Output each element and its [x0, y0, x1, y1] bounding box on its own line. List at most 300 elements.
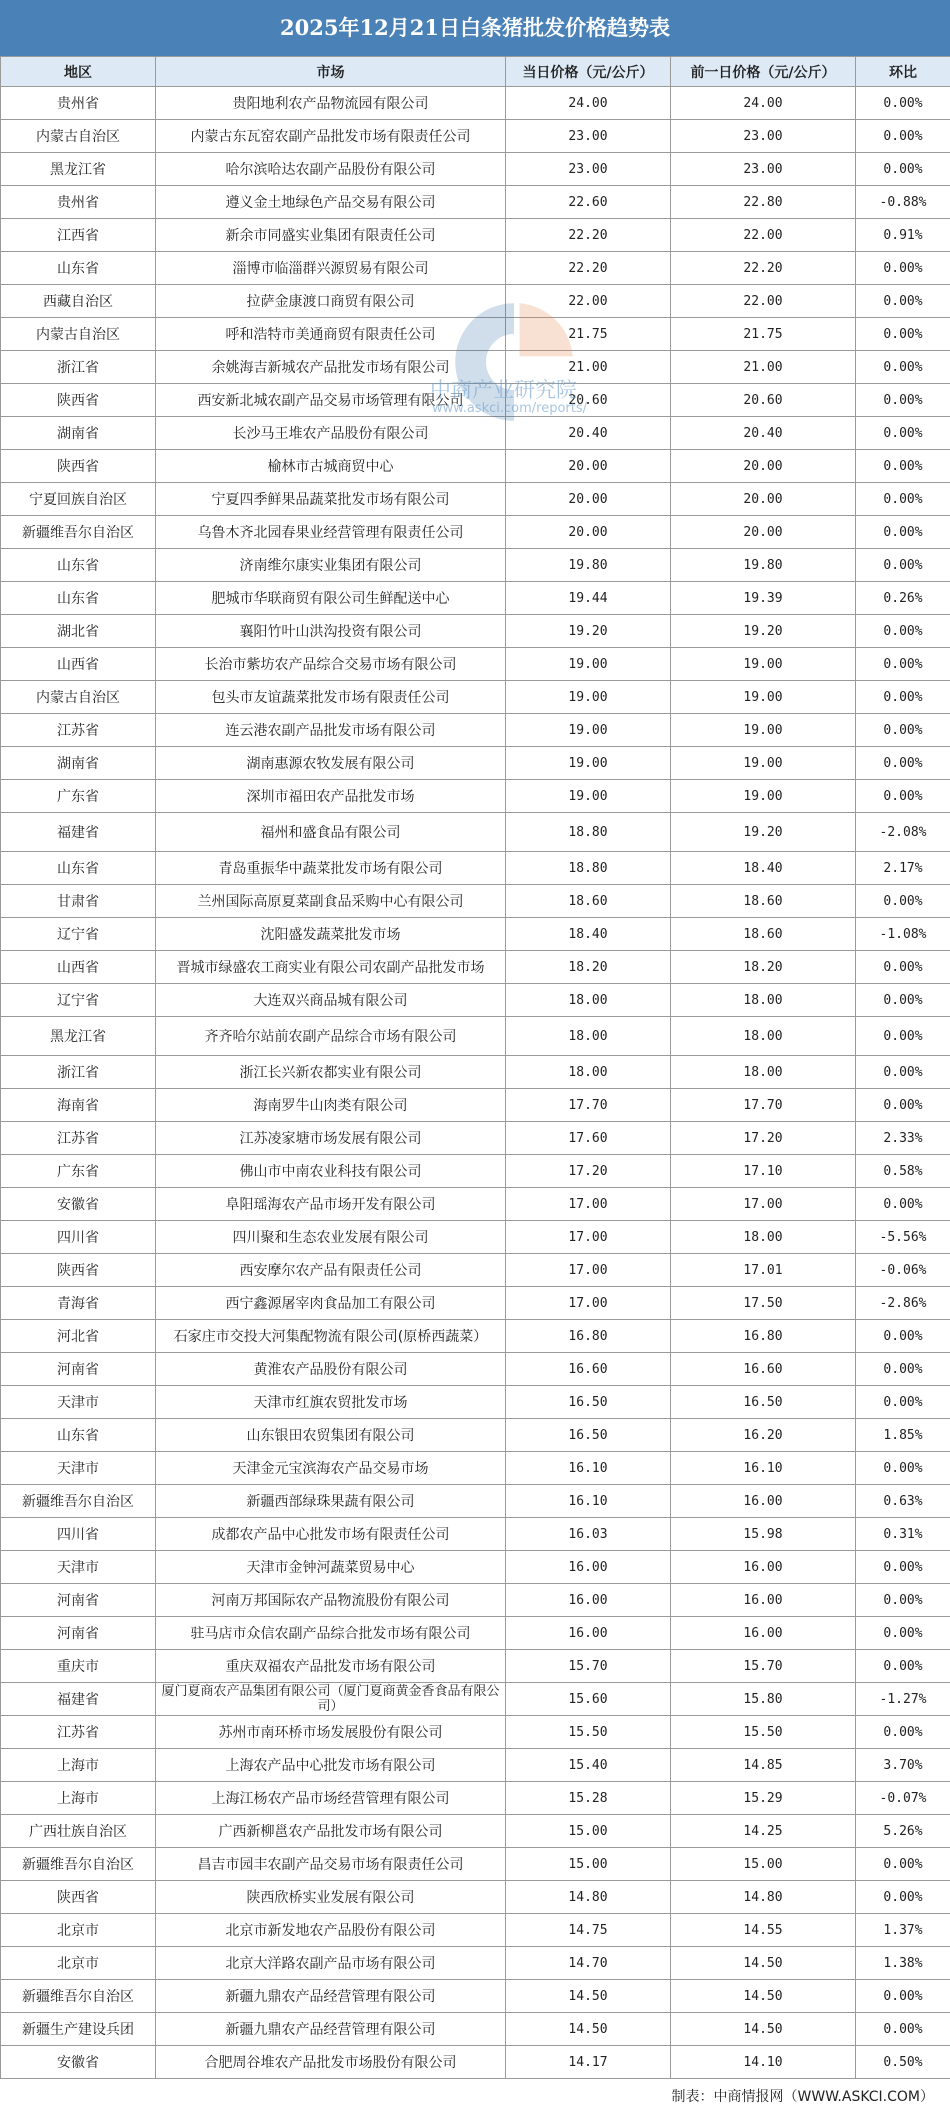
cell-previous-price: 18.00 — [671, 1017, 856, 1056]
cell-market: 乌鲁木齐北园春果业经营管理有限责任公司 — [156, 516, 506, 549]
cell-previous-price: 22.00 — [671, 285, 856, 318]
cell-previous-price: 18.00 — [671, 1056, 856, 1089]
cell-previous-price: 15.98 — [671, 1518, 856, 1551]
cell-market: 苏州市南环桥市场发展股份有限公司 — [156, 1716, 506, 1749]
cell-region: 黑龙江省 — [1, 1017, 156, 1056]
cell-previous-price: 20.00 — [671, 450, 856, 483]
cell-current-price: 16.10 — [506, 1452, 671, 1485]
column-header-change: 环比 — [856, 57, 950, 87]
table-row — [1, 1485, 950, 1518]
table-row — [1, 984, 950, 1017]
table-row — [1, 450, 950, 483]
cell-change: 0.00% — [856, 516, 950, 549]
table-row — [1, 747, 950, 780]
cell-market: 连云港农副产品批发市场有限公司 — [156, 714, 506, 747]
cell-change: 0.00% — [856, 2013, 950, 2046]
cell-region: 河南省 — [1, 1584, 156, 1617]
cell-change: 0.31% — [856, 1518, 950, 1551]
cell-market: 齐齐哈尔站前农副产品综合市场有限公司 — [156, 1017, 506, 1056]
cell-change: 0.00% — [856, 681, 950, 714]
cell-previous-price: 18.00 — [671, 1221, 856, 1254]
cell-change: -2.08% — [856, 813, 950, 852]
cell-market: 深圳市福田农产品批发市场 — [156, 780, 506, 813]
cell-previous-price: 14.50 — [671, 1980, 856, 2013]
cell-market: 新余市同盛实业集团有限责任公司 — [156, 219, 506, 252]
table-row — [1, 549, 950, 582]
cell-region: 上海市 — [1, 1782, 156, 1815]
table-row — [1, 1452, 950, 1485]
cell-previous-price: 19.39 — [671, 582, 856, 615]
cell-change: 0.00% — [856, 384, 950, 417]
cell-change: 0.00% — [856, 1188, 950, 1221]
cell-market: 河南万邦国际农产品物流股份有限公司 — [156, 1584, 506, 1617]
cell-market: 新疆九鼎农产品经营管理有限公司 — [156, 1980, 506, 2013]
cell-current-price: 15.28 — [506, 1782, 671, 1815]
cell-market: 呼和浩特市美通商贸有限责任公司 — [156, 318, 506, 351]
cell-change: 0.00% — [856, 1353, 950, 1386]
cell-market: 湖南惠源农牧发展有限公司 — [156, 747, 506, 780]
cell-current-price: 19.00 — [506, 681, 671, 714]
cell-change: 0.00% — [856, 1617, 950, 1650]
cell-previous-price: 16.20 — [671, 1419, 856, 1452]
cell-change: -5.56% — [856, 1221, 950, 1254]
cell-change: 0.00% — [856, 1716, 950, 1749]
cell-region: 山东省 — [1, 582, 156, 615]
table-row — [1, 885, 950, 918]
cell-region: 陕西省 — [1, 1881, 156, 1914]
cell-current-price: 14.50 — [506, 1980, 671, 2013]
cell-current-price: 18.20 — [506, 951, 671, 984]
table-row — [1, 1617, 950, 1650]
cell-market: 黄淮农产品股份有限公司 — [156, 1353, 506, 1386]
cell-change: 0.00% — [856, 252, 950, 285]
price-table — [0, 56, 950, 2079]
cell-change: -0.88% — [856, 186, 950, 219]
cell-previous-price: 16.10 — [671, 1452, 856, 1485]
cell-current-price: 18.60 — [506, 885, 671, 918]
cell-current-price: 18.00 — [506, 1056, 671, 1089]
table-row — [1, 186, 950, 219]
table-row — [1, 1749, 950, 1782]
cell-change: 1.85% — [856, 1419, 950, 1452]
watermark-name: 中商产业研究院 — [430, 378, 577, 402]
table-row — [1, 153, 950, 186]
table-row — [1, 1881, 950, 1914]
cell-previous-price: 14.10 — [671, 2046, 856, 2079]
cell-market: 肥城市华联商贸有限公司生鲜配送中心 — [156, 582, 506, 615]
cell-region: 内蒙古自治区 — [1, 318, 156, 351]
cell-previous-price: 21.75 — [671, 318, 856, 351]
table-row — [1, 1815, 950, 1848]
cell-current-price: 19.00 — [506, 780, 671, 813]
cell-market: 宁夏四季鲜果品蔬菜批发市场有限公司 — [156, 483, 506, 516]
cell-change: 0.00% — [856, 87, 950, 120]
cell-previous-price: 18.20 — [671, 951, 856, 984]
cell-region: 湖南省 — [1, 747, 156, 780]
cell-region: 山东省 — [1, 252, 156, 285]
cell-previous-price: 21.00 — [671, 351, 856, 384]
cell-current-price: 16.50 — [506, 1419, 671, 1452]
cell-previous-price: 16.60 — [671, 1353, 856, 1386]
cell-region: 宁夏回族自治区 — [1, 483, 156, 516]
cell-current-price: 18.00 — [506, 984, 671, 1017]
cell-region: 陕西省 — [1, 1254, 156, 1287]
column-header-market: 市场 — [156, 57, 506, 87]
cell-region: 贵州省 — [1, 186, 156, 219]
cell-change: 0.00% — [856, 1320, 950, 1353]
cell-market: 淄博市临淄群兴源贸易有限公司 — [156, 252, 506, 285]
cell-current-price: 18.40 — [506, 918, 671, 951]
column-header-region: 地区 — [1, 57, 156, 87]
table-row — [1, 318, 950, 351]
cell-change: 0.00% — [856, 120, 950, 153]
cell-current-price: 20.00 — [506, 483, 671, 516]
cell-market: 四川聚和生态农业发展有限公司 — [156, 1221, 506, 1254]
cell-current-price: 16.00 — [506, 1617, 671, 1650]
cell-current-price: 14.17 — [506, 2046, 671, 2079]
cell-current-price: 17.00 — [506, 1221, 671, 1254]
cell-previous-price: 23.00 — [671, 120, 856, 153]
cell-change: 0.00% — [856, 1017, 950, 1056]
cell-market: 新疆九鼎农产品经营管理有限公司 — [156, 2013, 506, 2046]
table-row — [1, 120, 950, 153]
cell-previous-price: 19.80 — [671, 549, 856, 582]
cell-current-price: 22.00 — [506, 285, 671, 318]
table-row — [1, 852, 950, 885]
cell-region: 河南省 — [1, 1353, 156, 1386]
table-row — [1, 1386, 950, 1419]
table-row — [1, 1254, 950, 1287]
cell-region: 新疆维吾尔自治区 — [1, 1980, 156, 2013]
cell-current-price: 19.20 — [506, 615, 671, 648]
cell-market: 厦门夏商农产品集团有限公司（厦门夏商黄金香食品有限公司） — [156, 1683, 506, 1716]
table-row — [1, 1782, 950, 1815]
cell-current-price: 20.00 — [506, 516, 671, 549]
cell-change: 0.00% — [856, 615, 950, 648]
cell-previous-price: 17.00 — [671, 1188, 856, 1221]
cell-market: 新疆西部绿珠果蔬有限公司 — [156, 1485, 506, 1518]
table-row — [1, 1683, 950, 1716]
source-note: 制表：中商情报网（WWW.ASKCI.COM） — [671, 2089, 934, 2105]
table-row — [1, 1320, 950, 1353]
cell-current-price: 14.75 — [506, 1914, 671, 1947]
cell-market: 上海农产品中心批发市场有限公司 — [156, 1749, 506, 1782]
cell-current-price: 19.00 — [506, 714, 671, 747]
cell-region: 江苏省 — [1, 1122, 156, 1155]
cell-previous-price: 19.00 — [671, 648, 856, 681]
cell-market: 成都农产品中心批发市场有限责任公司 — [156, 1518, 506, 1551]
cell-change: -2.86% — [856, 1287, 950, 1320]
cell-region: 山东省 — [1, 1419, 156, 1452]
column-header-previous-price: 前一日价格（元/公斤） — [671, 57, 856, 87]
cell-region: 天津市 — [1, 1452, 156, 1485]
cell-current-price: 20.60 — [506, 384, 671, 417]
cell-previous-price: 16.00 — [671, 1584, 856, 1617]
cell-previous-price: 15.00 — [671, 1848, 856, 1881]
watermark-url: www.askci.com/reports/ — [432, 401, 587, 416]
cell-previous-price: 15.70 — [671, 1650, 856, 1683]
cell-change: 0.00% — [856, 1980, 950, 2013]
cell-change: 0.00% — [856, 1650, 950, 1683]
table-title: 2025年12月21日白条猪批发价格趋势表 — [0, 0, 950, 56]
cell-market: 榆林市古城商贸中心 — [156, 450, 506, 483]
cell-market: 沈阳盛发蔬菜批发市场 — [156, 918, 506, 951]
table-row — [1, 1017, 950, 1056]
cell-region: 安徽省 — [1, 1188, 156, 1221]
cell-region: 新疆维吾尔自治区 — [1, 1485, 156, 1518]
cell-region: 北京市 — [1, 1947, 156, 1980]
cell-region: 湖南省 — [1, 417, 156, 450]
table-row — [1, 780, 950, 813]
cell-current-price: 22.20 — [506, 219, 671, 252]
cell-previous-price: 20.60 — [671, 384, 856, 417]
cell-change: 0.00% — [856, 318, 950, 351]
cell-market: 哈尔滨哈达农副产品股份有限公司 — [156, 153, 506, 186]
column-header-current-price: 当日价格（元/公斤） — [506, 57, 671, 87]
cell-change: 0.00% — [856, 417, 950, 450]
cell-region: 天津市 — [1, 1386, 156, 1419]
cell-region: 江苏省 — [1, 1716, 156, 1749]
cell-change: 0.63% — [856, 1485, 950, 1518]
cell-previous-price: 14.25 — [671, 1815, 856, 1848]
cell-change: 0.00% — [856, 1881, 950, 1914]
cell-current-price: 16.00 — [506, 1551, 671, 1584]
cell-current-price: 20.40 — [506, 417, 671, 450]
cell-market: 晋城市绿盛农工商实业有限公司农副产品批发市场 — [156, 951, 506, 984]
cell-market: 浙江长兴新农都实业有限公司 — [156, 1056, 506, 1089]
table-row — [1, 582, 950, 615]
cell-current-price: 16.03 — [506, 1518, 671, 1551]
cell-current-price: 17.00 — [506, 1254, 671, 1287]
cell-current-price: 17.60 — [506, 1122, 671, 1155]
cell-previous-price: 20.00 — [671, 516, 856, 549]
table-row — [1, 951, 950, 984]
cell-region: 北京市 — [1, 1914, 156, 1947]
cell-region: 上海市 — [1, 1749, 156, 1782]
cell-previous-price: 24.00 — [671, 87, 856, 120]
cell-current-price: 17.00 — [506, 1287, 671, 1320]
cell-market: 山东银田农贸集团有限公司 — [156, 1419, 506, 1452]
cell-change: 0.26% — [856, 582, 950, 615]
cell-region: 广西壮族自治区 — [1, 1815, 156, 1848]
cell-previous-price: 14.50 — [671, 2013, 856, 2046]
cell-region: 山西省 — [1, 951, 156, 984]
cell-market: 海南罗牛山肉类有限公司 — [156, 1089, 506, 1122]
cell-change: 0.00% — [856, 1056, 950, 1089]
cell-current-price: 21.75 — [506, 318, 671, 351]
cell-market: 北京大洋路农副产品市场有限公司 — [156, 1947, 506, 1980]
cell-current-price: 20.00 — [506, 450, 671, 483]
table-row — [1, 918, 950, 951]
cell-change: 0.00% — [856, 549, 950, 582]
cell-previous-price: 19.00 — [671, 780, 856, 813]
cell-previous-price: 23.00 — [671, 153, 856, 186]
cell-change: -0.06% — [856, 1254, 950, 1287]
cell-region: 海南省 — [1, 1089, 156, 1122]
table-row — [1, 1155, 950, 1188]
table-row — [1, 648, 950, 681]
cell-market: 贵阳地利农产品物流园有限公司 — [156, 87, 506, 120]
cell-previous-price: 15.50 — [671, 1716, 856, 1749]
cell-change: 3.70% — [856, 1749, 950, 1782]
cell-region: 甘肃省 — [1, 885, 156, 918]
cell-current-price: 15.70 — [506, 1650, 671, 1683]
cell-current-price: 18.80 — [506, 813, 671, 852]
cell-region: 河北省 — [1, 1320, 156, 1353]
cell-current-price: 15.00 — [506, 1815, 671, 1848]
cell-market: 上海江杨农产品市场经营管理有限公司 — [156, 1782, 506, 1815]
cell-current-price: 15.60 — [506, 1683, 671, 1716]
cell-previous-price: 17.20 — [671, 1122, 856, 1155]
table-row — [1, 714, 950, 747]
cell-market: 襄阳竹叶山洪沟投资有限公司 — [156, 615, 506, 648]
cell-current-price: 17.20 — [506, 1155, 671, 1188]
cell-region: 湖北省 — [1, 615, 156, 648]
cell-previous-price: 17.10 — [671, 1155, 856, 1188]
cell-region: 黑龙江省 — [1, 153, 156, 186]
cell-region: 广东省 — [1, 780, 156, 813]
cell-change: 0.91% — [856, 219, 950, 252]
cell-region: 浙江省 — [1, 1056, 156, 1089]
cell-current-price: 19.00 — [506, 747, 671, 780]
cell-market: 石家庄市交投大河集配物流有限公司(原桥西蔬菜） — [156, 1320, 506, 1353]
cell-current-price: 18.00 — [506, 1017, 671, 1056]
table-row — [1, 615, 950, 648]
cell-change: 5.26% — [856, 1815, 950, 1848]
table-row — [1, 1287, 950, 1320]
cell-region: 辽宁省 — [1, 984, 156, 1017]
cell-region: 江西省 — [1, 219, 156, 252]
cell-market: 内蒙古东瓦窑农副产品批发市场有限责任公司 — [156, 120, 506, 153]
cell-previous-price: 19.00 — [671, 681, 856, 714]
table-row — [1, 1551, 950, 1584]
cell-region: 山东省 — [1, 549, 156, 582]
cell-region: 新疆维吾尔自治区 — [1, 1848, 156, 1881]
cell-region: 河南省 — [1, 1617, 156, 1650]
cell-region: 天津市 — [1, 1551, 156, 1584]
table-row — [1, 516, 950, 549]
cell-change: 0.00% — [856, 450, 950, 483]
cell-region: 江苏省 — [1, 714, 156, 747]
cell-change: 0.00% — [856, 1452, 950, 1485]
cell-previous-price: 22.20 — [671, 252, 856, 285]
cell-current-price: 16.80 — [506, 1320, 671, 1353]
cell-market: 昌吉市园丰农副产品交易市场有限责任公司 — [156, 1848, 506, 1881]
cell-change: 0.00% — [856, 747, 950, 780]
cell-market: 阜阳瑶海农产品市场开发有限公司 — [156, 1188, 506, 1221]
cell-change: 2.33% — [856, 1122, 950, 1155]
table-row — [1, 1980, 950, 2013]
table-row — [1, 1716, 950, 1749]
cell-previous-price: 20.00 — [671, 483, 856, 516]
cell-change: 0.00% — [856, 951, 950, 984]
table-row — [1, 417, 950, 450]
cell-current-price: 19.00 — [506, 648, 671, 681]
cell-previous-price: 22.80 — [671, 186, 856, 219]
cell-market: 天津市金钟河蔬菜贸易中心 — [156, 1551, 506, 1584]
cell-current-price: 17.00 — [506, 1188, 671, 1221]
table-row — [1, 2046, 950, 2079]
cell-change: 0.00% — [856, 648, 950, 681]
cell-previous-price: 16.80 — [671, 1320, 856, 1353]
cell-current-price: 22.20 — [506, 252, 671, 285]
cell-previous-price: 17.50 — [671, 1287, 856, 1320]
table-row — [1, 87, 950, 120]
cell-market: 大连双兴商品城有限公司 — [156, 984, 506, 1017]
table-row — [1, 813, 950, 852]
table-row — [1, 1914, 950, 1947]
cell-market: 包头市友谊蔬菜批发市场有限责任公司 — [156, 681, 506, 714]
cell-market: 青岛重振华中蔬菜批发市场有限公司 — [156, 852, 506, 885]
cell-previous-price: 16.00 — [671, 1551, 856, 1584]
cell-change: -1.27% — [856, 1683, 950, 1716]
cell-change: -1.08% — [856, 918, 950, 951]
table-row — [1, 285, 950, 318]
cell-current-price: 23.00 — [506, 153, 671, 186]
cell-region: 福建省 — [1, 1683, 156, 1716]
cell-region: 福建省 — [1, 813, 156, 852]
cell-market: 西宁鑫源屠宰肉食品加工有限公司 — [156, 1287, 506, 1320]
cell-change: 0.00% — [856, 1848, 950, 1881]
cell-previous-price: 19.20 — [671, 615, 856, 648]
cell-market: 重庆双福农产品批发市场有限公司 — [156, 1650, 506, 1683]
table-row — [1, 1056, 950, 1089]
cell-previous-price: 14.55 — [671, 1914, 856, 1947]
cell-region: 辽宁省 — [1, 918, 156, 951]
cell-previous-price: 15.29 — [671, 1782, 856, 1815]
cell-previous-price: 19.20 — [671, 813, 856, 852]
cell-current-price: 15.00 — [506, 1848, 671, 1881]
cell-market: 驻马店市众信农副产品综合批发市场有限公司 — [156, 1617, 506, 1650]
cell-change: 1.38% — [856, 1947, 950, 1980]
cell-change: 0.00% — [856, 1551, 950, 1584]
cell-change: 0.00% — [856, 483, 950, 516]
table-row — [1, 1419, 950, 1452]
cell-region: 西藏自治区 — [1, 285, 156, 318]
cell-market: 天津金元宝滨海农产品交易市场 — [156, 1452, 506, 1485]
cell-previous-price: 18.60 — [671, 918, 856, 951]
cell-market: 长治市紫坊农产品综合交易市场有限公司 — [156, 648, 506, 681]
cell-region: 重庆市 — [1, 1650, 156, 1683]
cell-market: 兰州国际高原夏菜副食品采购中心有限公司 — [156, 885, 506, 918]
cell-region: 浙江省 — [1, 351, 156, 384]
cell-market: 合肥周谷堆农产品批发市场股份有限公司 — [156, 2046, 506, 2079]
cell-change: 0.00% — [856, 1386, 950, 1419]
table-row — [1, 1188, 950, 1221]
column-header-row — [1, 57, 950, 87]
cell-change: 0.00% — [856, 1089, 950, 1122]
cell-current-price: 16.10 — [506, 1485, 671, 1518]
cell-current-price: 16.00 — [506, 1584, 671, 1617]
cell-current-price: 17.70 — [506, 1089, 671, 1122]
cell-current-price: 19.80 — [506, 549, 671, 582]
cell-market: 福州和盛食品有限公司 — [156, 813, 506, 852]
cell-previous-price: 20.40 — [671, 417, 856, 450]
cell-change: 0.00% — [856, 984, 950, 1017]
cell-market: 西安新北城农副产品交易市场管理有限公司 — [156, 384, 506, 417]
table-row — [1, 219, 950, 252]
cell-previous-price: 15.80 — [671, 1683, 856, 1716]
cell-market: 余姚海吉新城农产品批发市场有限公司 — [156, 351, 506, 384]
table-row — [1, 252, 950, 285]
cell-previous-price: 19.00 — [671, 747, 856, 780]
cell-current-price: 16.50 — [506, 1386, 671, 1419]
table-row — [1, 1122, 950, 1155]
cell-change: 0.00% — [856, 885, 950, 918]
cell-region: 山东省 — [1, 852, 156, 885]
cell-market: 江苏凌家塘市场发展有限公司 — [156, 1122, 506, 1155]
cell-current-price: 22.60 — [506, 186, 671, 219]
